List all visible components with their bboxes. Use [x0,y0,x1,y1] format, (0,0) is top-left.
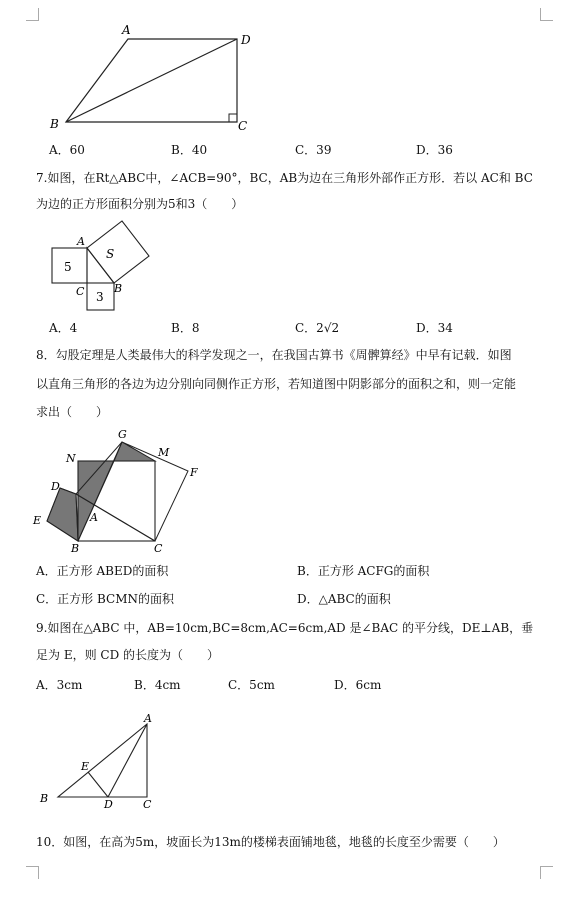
q6-option-c[interactable]: C．39 [295,143,332,157]
q9-option-c[interactable]: C．5cm [228,678,275,692]
q7-option-a[interactable]: A．4 [49,321,78,335]
q6-label-d: D [241,33,251,47]
crop-mark-top-left [26,8,39,21]
q7-option-c[interactable]: C．2√2 [295,321,340,335]
q8-question-line-3: 求出（ ） [36,405,109,419]
q6-figure [40,20,280,135]
q8-option-d[interactable]: D．△ABC的面积 [297,592,391,606]
q6-label-c: C [238,119,248,133]
q8-option-b[interactable]: B．正方形 ACFG的面积 [297,564,430,578]
q7-label-c: C [76,285,85,298]
q7-figure [44,216,164,316]
q6-label-a: A [122,23,131,37]
q9-label-d: D [104,798,113,810]
q10-question-line-1: 10．如图，在高为5m，坡面长为13m的楼梯表面铺地毯，地毯的长度至少需要（ ） [36,835,505,849]
crop-mark-top-right [540,8,553,21]
q9-option-b[interactable]: B．4cm [134,678,181,692]
q9-option-d[interactable]: D．6cm [334,678,382,692]
q8-label-c: C [154,542,163,554]
q8-label-d: D [51,480,60,493]
q8-question-line-1: 8．勾股定理是人类最伟大的科学发现之一，在我国古算书《周髀算经》中早有记载．如图 [36,348,512,362]
q8-option-a[interactable]: A．正方形 ABED的面积 [36,564,169,578]
q9-figure [36,710,166,810]
q8-label-m: M [158,446,170,459]
q8-option-c[interactable]: C．正方形 BCMN的面积 [36,592,175,606]
q8-label-f: F [190,466,198,479]
q9-question-line-2: 足为 E，则 CD 的长度为（ ） [36,648,220,662]
q8-question-line-2: 以直角三角形的各边为边分别向同侧作正方形，若知道图中阴影部分的面积之和，则一定能 [36,377,517,391]
q7-question-line-1: 7.如图，在Rt△ABC中，∠ACB=90°，BC，AB为边在三角形外部作正方形．若以 AC和 BC [36,171,533,185]
q7-option-d[interactable]: D．34 [416,321,453,335]
q7-label-a: A [77,235,85,248]
q8-figure [30,424,220,554]
q8-label-a: A [90,511,98,524]
q7-label-five: 5 [64,260,72,274]
q8-label-n: N [66,452,76,465]
q7-question-line-2: 为边的正方形面积分别为5和3（ ） [36,197,244,211]
q9-option-a[interactable]: A．3cm [36,678,83,692]
q6-option-b[interactable]: B．40 [171,143,208,157]
q7-label-three: 3 [96,290,104,304]
q8-label-e: E [33,514,42,527]
q6-label-b: B [50,117,59,131]
crop-mark-bottom-right [540,866,553,879]
q7-label-s: S [106,247,115,261]
q9-label-e: E [81,760,90,773]
q9-label-c: C [143,798,152,810]
q8-label-b: B [71,542,80,554]
q9-question-line-1: 9.如图在△ABC 中，AB=10cm,BC=8cm,AC=6cm,AD 是∠BAC 的平分线，DE⊥AB，垂 [36,621,534,635]
q8-label-g: G [118,428,127,441]
q7-label-b: B [114,282,123,295]
q6-option-a[interactable]: A．60 [49,143,85,157]
q9-label-b: B [40,792,49,805]
q7-option-b[interactable]: B．8 [171,321,200,335]
q6-option-d[interactable]: D．36 [416,143,453,157]
q9-label-a: A [144,712,152,725]
crop-mark-bottom-left [26,866,39,879]
